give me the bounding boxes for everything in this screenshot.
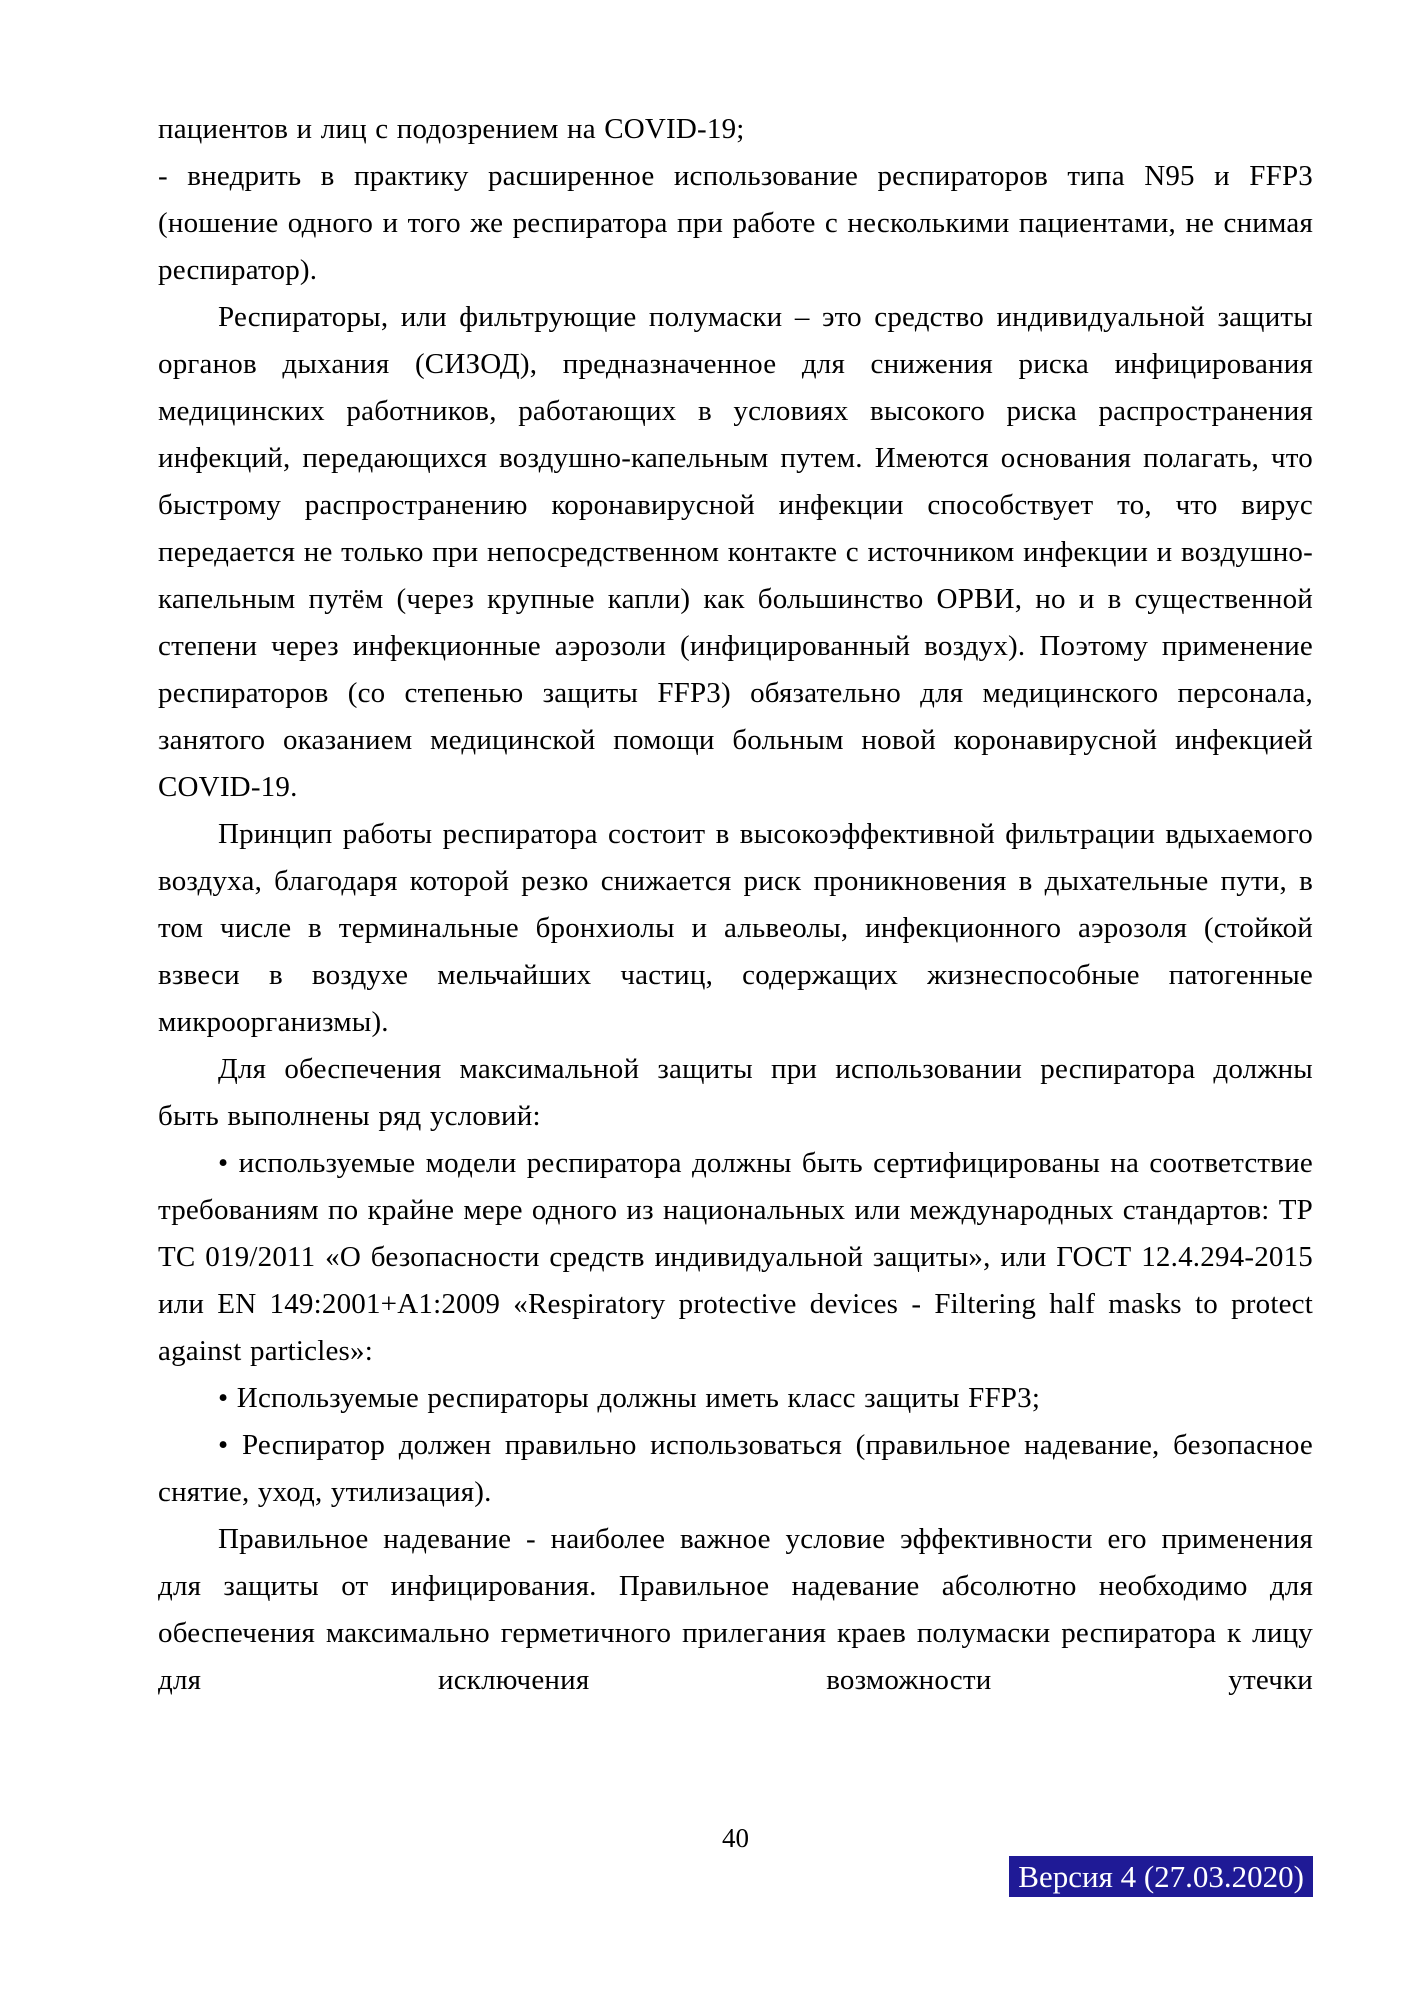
- paragraph: - внедрить в практику расширенное использование респираторов типа N95 и FFP3 (ношение одного и того же респиратора при работе с несколькими пациентами, не снимая респиратор).: [158, 160, 1313, 286]
- paragraph: пациентов и лиц с подозрением на COVID-19;: [158, 113, 745, 145]
- page-number: 40: [722, 1823, 749, 1853]
- paragraph: Принцип работы респиратора состоит в высокоэффективной фильтрации вдыхаемого воздуха, благодаря которой резко снижается риск проникновения в дыхательные пути, в том числе в терминальные бронхиолы и альвеолы, инфекционного аэрозоля (стойкой взвеси в воздухе мельчайших частиц, содержащих жизнеспособные патогенные микроорганизмы).: [158, 818, 1313, 1038]
- paragraph: Правильное надевание - наиболее важное условие эффективности его применения для защиты от инфицирования. Правильное надевание абсолютно необходимо для обеспечения максимально герметичного прилегания краев полумаски респиратора к лицу для исключения возможности утечки: [158, 1523, 1313, 1696]
- paragraph: • используемые модели респиратора должны быть сертифицированы на соответствие требованиям по крайне мере одного из национальных или международных стандартов: ТР ТС 019/2011 «О безопасности средств индивидуальной защиты», или ГОСТ 12.4.294-2015 или EN 149:2001+A1:2009 «Respiratory protective devices - Filtering half masks to protect against particles»:: [158, 1147, 1313, 1367]
- paragraph: Для обеспечения максимальной защиты при использовании респиратора должны быть выполнены ряд условий:: [158, 1053, 1313, 1132]
- document-body: [158, 106, 1313, 1704]
- paragraph: Респираторы, или фильтрующие полумаски – это средство индивидуальной защиты органов дыхания (СИЗОД), предназначенное для снижения риска инфицирования медицинских работников, работающих в условиях высокого риска распространения инфекций, передающихся воздушно-капельным путем. Имеются основания полагать, что быстрому распространению коронавирусной инфекции способствует то, что вирус передается не только при непосредственном контакте с источником инфекции и воздушно-капельным путём (через крупные капли) как большинство ОРВИ, но и в существенной степени через инфекционные аэрозоли (инфицированный воздух). Поэтому применение респираторов (со степенью защиты FFP3) обязательно для медицинского персонала, занятого оказанием медицинской помощи больным новой коронавирусной инфекцией COVID-19.: [158, 301, 1313, 803]
- version-badge: Версия 4 (27.03.2020): [1009, 1856, 1313, 1897]
- paragraph: • Респиратор должен правильно использоваться (правильное надевание, безопасное снятие, уход, утилизация).: [158, 1429, 1313, 1508]
- paragraph: • Используемые респираторы должны иметь класс защиты FFP3;: [218, 1382, 1041, 1414]
